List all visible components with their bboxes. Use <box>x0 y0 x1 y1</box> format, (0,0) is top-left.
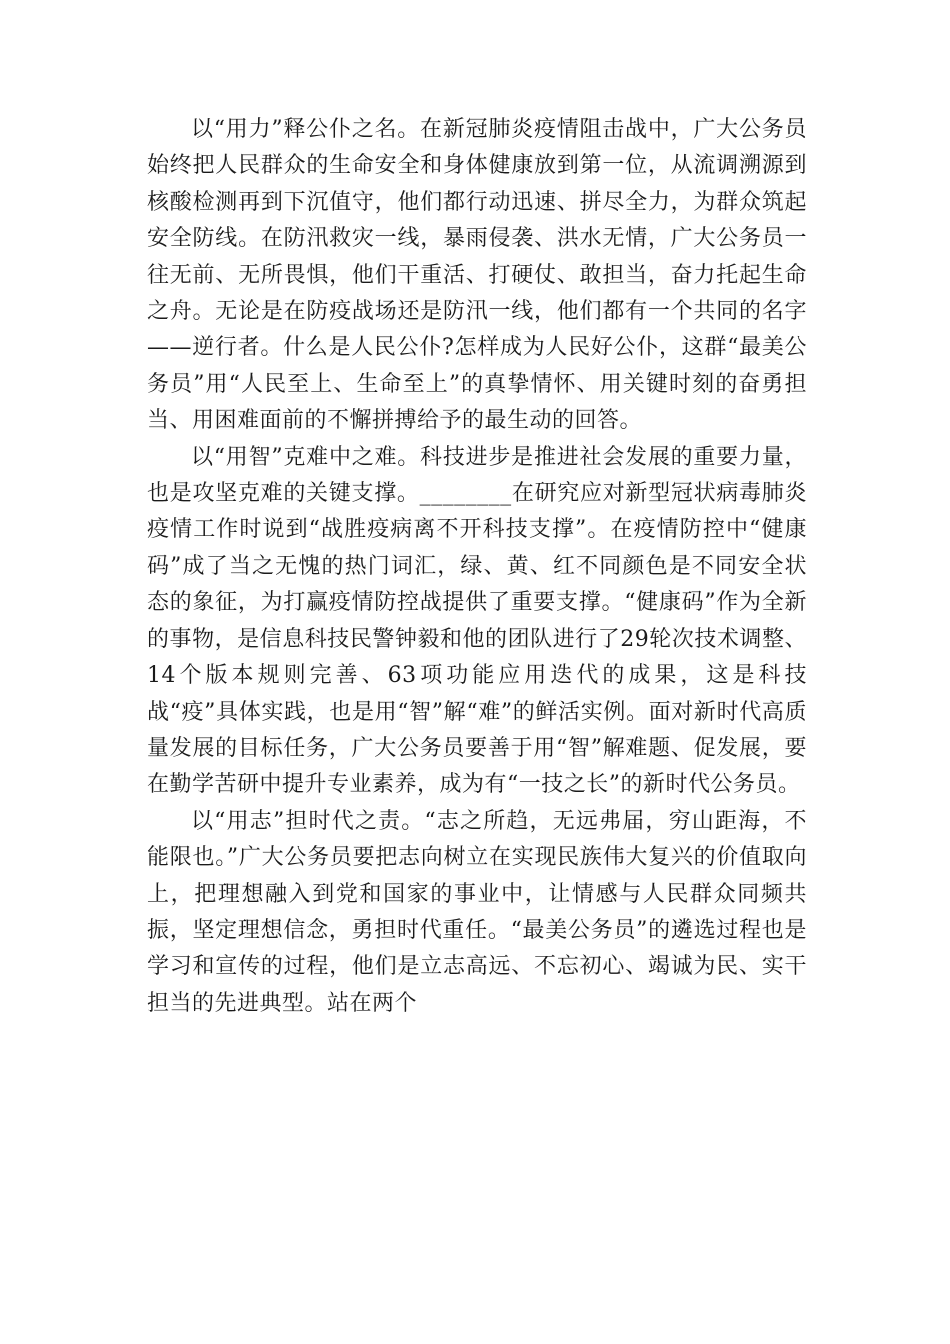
paragraph-ambition-responsibility: 以“用志”担时代之责。“志之所趋，无远弗届，穷山距海，不能限也。”广大公务员要把志向树立在实现民族伟大复兴的价值取向上，把理想融入到党和国家的事业中，让情感与人民群众同频共振，坚定理想信念，勇担时代重任。“最美公务员”的遴选过程也是学习和宣传的过程，他们是立志高远、不忘初心、竭诚为民、实干担当的先进典型。站在两个 <box>147 808 807 1016</box>
paragraph-wisdom-technology: 以“用智”克难中之难。科技进步是推进社会发展的重要力量，也是攻坚克难的关键支撑。________在研究应对新型冠状病毒肺炎疫情工作时说到“战胜疫病离不开科技支撑”。在疫情防控中“健康码”成了当之无愧的热门词汇，绿、黄、红不同颜色是不同安全状态的象征，为打赢疫情防控战提供了重要支撑。“健康码”作为全新的事物，是信息科技民警钟毅和他的团队进行了29轮次技术调整、14个版本规则完善、63项功能应用迭代的成果，这是科技战“疫”具体实践，也是用“智”解“难”的鲜活实例。面对新时代高质量发展的目标任务，广大公务员要善于用“智”解难题、促发展，要在勤学苦研中提升专业素养，成为有“一技之长”的新时代公务员。 <box>147 444 807 798</box>
paragraph-public-servant-effort: 以“用力”释公仆之名。在新冠肺炎疫情阻击战中，广大公务员始终把人民群众的生命安全和身体健康放到第一位，从流调溯源到核酸检测再到下沉值守，他们都行动迅速、拼尽全力，为群众筑起安全防线。在防汛救灾一线，暴雨侵袭、洪水无情，广大公务员一往无前、无所畏惧，他们干重活、打硬仗、敢担当，奋力托起生命之舟。无论是在防疫战场还是防汛一线，他们都有一个共同的名字——逆行者。什么是人民公仆?怎样成为人民好公仆，这群“最美公务员”用“人民至上、生命至上”的真挚情怀、用关键时刻的奋勇担当、用困难面前的不懈拼搏给予的最生动的回答。 <box>147 117 807 434</box>
document-page <box>147 112 807 1022</box>
